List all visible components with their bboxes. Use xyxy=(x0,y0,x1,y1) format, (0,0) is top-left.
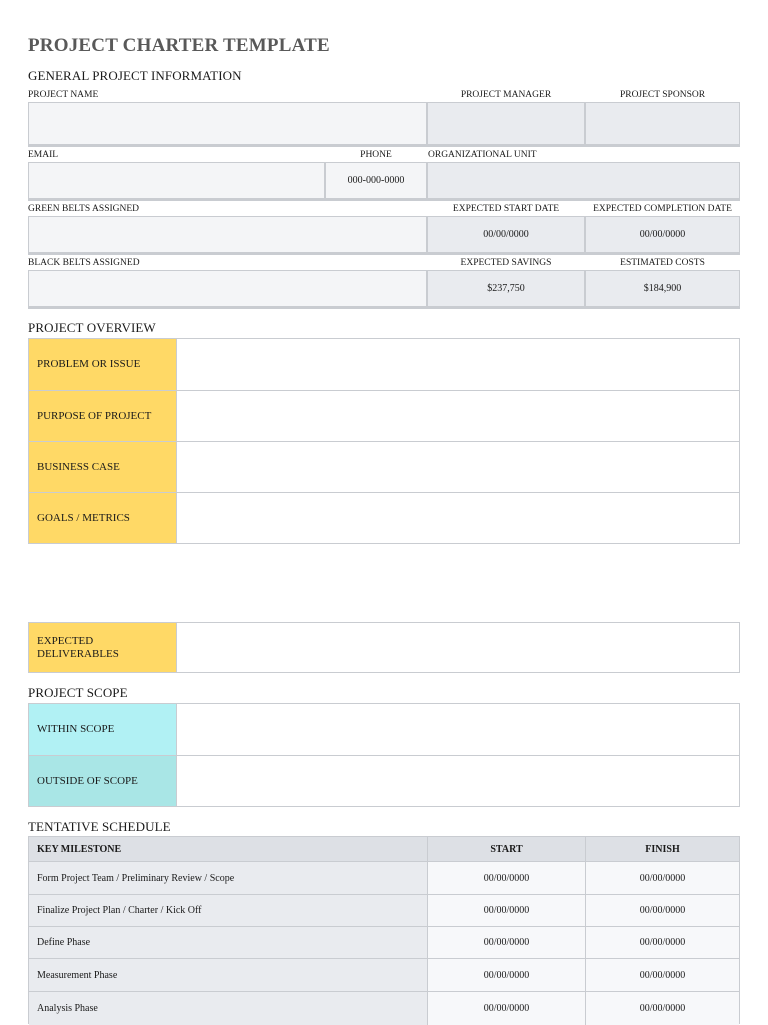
table-row xyxy=(29,862,739,895)
savings-field[interactable]: $237,750 xyxy=(427,270,585,307)
table-row xyxy=(29,927,739,959)
col-finish-header: FINISH xyxy=(586,837,739,861)
general-info-heading: GENERAL PROJECT INFORMATION xyxy=(28,68,242,83)
black-belts-field[interactable] xyxy=(28,270,427,307)
completion-date-label: EXPECTED COMPLETION DATE xyxy=(593,204,732,214)
milestone-cell[interactable]: Define Phase xyxy=(29,927,428,958)
scope-table xyxy=(28,703,740,807)
divider xyxy=(28,145,740,147)
overview-row-label: GOALS / METRICS xyxy=(29,493,177,543)
start-cell[interactable]: 00/00/0000 xyxy=(428,959,586,991)
outside-scope-input[interactable] xyxy=(177,756,739,806)
deliverables-label: EXPECTED DELIVERABLES xyxy=(29,623,177,672)
overview-row-problem xyxy=(29,339,739,391)
overview-row-purpose xyxy=(29,391,739,442)
col-milestone-header: KEY MILESTONE xyxy=(29,837,428,861)
overview-table xyxy=(28,338,740,544)
finish-cell[interactable]: 00/00/0000 xyxy=(586,862,739,894)
milestone-cell[interactable]: Measurement Phase xyxy=(29,959,428,991)
email-field[interactable] xyxy=(28,162,325,199)
milestone-cell[interactable]: Form Project Team / Preliminary Review / Scope xyxy=(29,862,428,894)
overview-row-goals xyxy=(29,493,739,543)
phone-label: PHONE xyxy=(360,150,392,160)
project-sponsor-label: PROJECT SPONSOR xyxy=(619,90,706,100)
project-name-label: PROJECT NAME xyxy=(28,90,99,100)
savings-label: EXPECTED SAVINGS xyxy=(460,258,552,268)
milestone-cell[interactable]: Finalize Project Plan / Charter / Kick Off xyxy=(29,895,428,926)
table-row xyxy=(29,895,739,927)
col-start-header: START xyxy=(428,837,586,861)
org-unit-field[interactable] xyxy=(427,162,740,199)
overview-row-input[interactable] xyxy=(177,391,739,441)
completion-date-field[interactable]: 00/00/0000 xyxy=(585,216,740,253)
table-row xyxy=(29,959,739,992)
start-cell[interactable]: 00/00/0000 xyxy=(428,862,586,894)
finish-cell[interactable]: 00/00/0000 xyxy=(586,927,739,958)
finish-cell[interactable]: 00/00/0000 xyxy=(586,895,739,926)
deliverables-input[interactable] xyxy=(177,623,739,672)
table-row xyxy=(29,992,739,1025)
milestone-cell[interactable]: Analysis Phase xyxy=(29,992,428,1025)
schedule-table xyxy=(28,836,740,1024)
overview-row-input[interactable] xyxy=(177,339,739,390)
green-belts-field[interactable] xyxy=(28,216,427,253)
black-belts-label: BLACK BELTS ASSIGNED xyxy=(28,258,140,268)
project-name-field[interactable] xyxy=(28,102,427,145)
start-cell[interactable]: 00/00/0000 xyxy=(428,927,586,958)
scope-heading: PROJECT SCOPE xyxy=(28,685,128,700)
overview-row-business-case xyxy=(29,442,739,493)
phone-field[interactable]: 000-000-0000 xyxy=(325,162,427,199)
finish-cell[interactable]: 00/00/0000 xyxy=(586,959,739,991)
within-scope-label: WITHIN SCOPE xyxy=(29,704,177,755)
start-date-label: EXPECTED START DATE xyxy=(452,204,560,214)
overview-row-label: PURPOSE OF PROJECT xyxy=(29,391,177,441)
green-belts-label: GREEN BELTS ASSIGNED xyxy=(28,204,140,214)
costs-label: ESTIMATED COSTS xyxy=(620,258,705,268)
project-manager-label: PROJECT MANAGER xyxy=(460,90,552,100)
outside-scope-label: OUTSIDE OF SCOPE xyxy=(29,756,177,806)
finish-cell[interactable]: 00/00/0000 xyxy=(586,992,739,1025)
within-scope-input[interactable] xyxy=(177,704,739,755)
divider xyxy=(28,307,740,309)
schedule-heading: TENTATIVE SCHEDULE xyxy=(28,819,171,834)
scope-row-outside xyxy=(29,756,739,806)
overview-heading: PROJECT OVERVIEW xyxy=(28,320,156,335)
scope-row-within xyxy=(29,704,739,756)
overview-row-input[interactable] xyxy=(177,442,739,492)
org-unit-label: ORGANIZATIONAL UNIT xyxy=(428,150,537,160)
document-title: PROJECT CHARTER TEMPLATE xyxy=(28,35,330,56)
deliverables-table xyxy=(28,622,740,673)
overview-row-label: PROBLEM OR ISSUE xyxy=(29,339,177,390)
start-cell[interactable]: 00/00/0000 xyxy=(428,895,586,926)
schedule-header-row xyxy=(29,837,739,862)
overview-row-label: BUSINESS CASE xyxy=(29,442,177,492)
start-date-field[interactable]: 00/00/0000 xyxy=(427,216,585,253)
project-sponsor-field[interactable] xyxy=(585,102,740,145)
divider xyxy=(28,253,740,255)
start-cell[interactable]: 00/00/0000 xyxy=(428,992,586,1025)
email-label: EMAIL xyxy=(28,150,59,160)
deliverables-row xyxy=(29,623,739,672)
overview-row-input[interactable] xyxy=(177,493,739,543)
costs-field[interactable]: $184,900 xyxy=(585,270,740,307)
project-manager-field[interactable] xyxy=(427,102,585,145)
divider xyxy=(28,199,740,201)
